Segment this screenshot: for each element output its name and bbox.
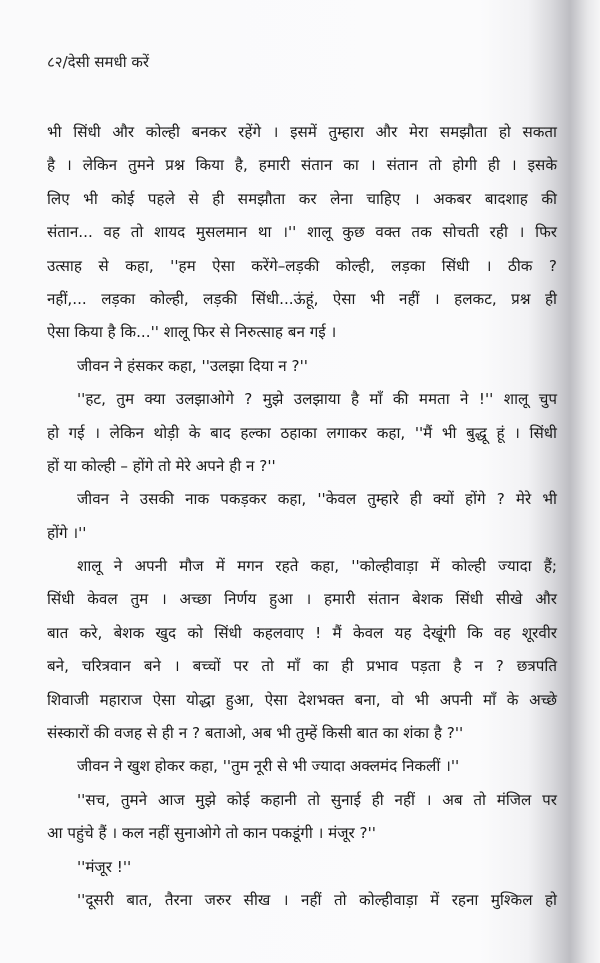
text-line: उत्साह से कहा, ''हम ऐसा करेंगे–लड़की कोल्ही, लड़का सिंधी । ठीक ?	[47, 256, 557, 275]
text-line: सिंधी केवल तुम । अच्छा निर्णय हुआ । हमारी संतान बेशक सिंधी सीखे और	[47, 590, 557, 609]
body-text	[47, 116, 557, 917]
text-line: ''दूसरी बात, तैरना जरुर सीख । नहीं तो कोल्हीवाड़ा में रहना मुश्किल हो	[77, 890, 557, 909]
text-line: ''मंजूर !''	[77, 857, 132, 876]
text-line: ''सच, तुमने आज मुझे कोई कहानी तो सुनाई ही नहीं । अब तो मंजिल पर	[77, 790, 557, 809]
text-line: बात करे, बेशक खुद को सिंधी कहलवाए ! मैं केवल यह देखूंगी कि वह शूरवीर	[47, 623, 557, 642]
text-line: जीवन ने खुश होकर कहा, ''तुम नूरी से भी ज्यादा अक्लमंद निकलीं ।''	[77, 757, 460, 776]
text-line: जीवन ने उसकी नाक पकड़कर कहा, ''केवल तुम्हारे ही क्यों होंगे ? मेरे भी	[77, 490, 557, 509]
text-line: नहीं,... लड़का कोल्ही, लड़की सिंधी...ऊंहूं, ऐसा भी नहीं । हलकट, प्रश्न ही	[47, 289, 557, 308]
text-line: लिए भी कोई पहले से ही समझौता कर लेना चाहिए । अकबर बादशाह की	[47, 189, 557, 208]
text-line: होंगे ।''	[47, 523, 87, 542]
text-line: ''हट, तुम क्या उलझाओगे ? मुझे उलझाया है माँ की ममता ने !'' शालू चुप	[77, 390, 557, 409]
text-line: शालू ने अपनी मौज में मगन रहते कहा, ''कोल्हीवाड़ा में कोल्ही ज्यादा हैं;	[77, 557, 557, 576]
text-line: हो गई । लेकिन थोड़ी के बाद हल्का ठहाका लगाकर कहा, ''मैं भी बुद्धू हूं । सिंधी	[47, 423, 557, 442]
running-head: ८२/देसी समधी करें	[47, 53, 150, 71]
text-line: आ पहुंचे हैं । कल नहीं सुनाओगे तो कान पकडूंगी । मंजूर ?''	[47, 824, 376, 843]
text-line: शिवाजी महाराज ऐसा योद्धा हुआ, ऐसा देशभक्त बना, वो भी अपनी माँ के अच्छे	[47, 690, 557, 709]
text-line: है । लेकिन तुमने प्रश्न किया है, हमारी संतान का । संतान तो होगी ही । इसके	[47, 156, 557, 175]
text-line: भी सिंधी और कोल्ही बनकर रहेंगे । इसमें तुम्हारा और मेरा समझौता हो सकता	[47, 123, 557, 141]
text-line: संतान... वह तो शायद मुसलमान था ।'' शालू कुछ वक्त तक सोचती रही । फिर	[47, 223, 557, 242]
text-line: बने, चरित्रवान बने । बच्चों पर तो माँ का ही प्रभाव पड़ता है न ? छत्रपति	[47, 657, 557, 676]
text-line: ऐसा किया है कि...'' शालू फिर से निरुत्साह बन गई ।	[47, 323, 337, 342]
text-line: जीवन ने हंसकर कहा, ''उलझा दिया न ?''	[77, 356, 308, 375]
text-line: हों या कोल्ही – होंगे तो मेरे अपने ही न ?''	[47, 456, 276, 475]
text-line: संस्कारों की वजह से ही न ? बताओ, अब भी तुम्हें किसी बात का शंका है ?''	[47, 724, 464, 743]
